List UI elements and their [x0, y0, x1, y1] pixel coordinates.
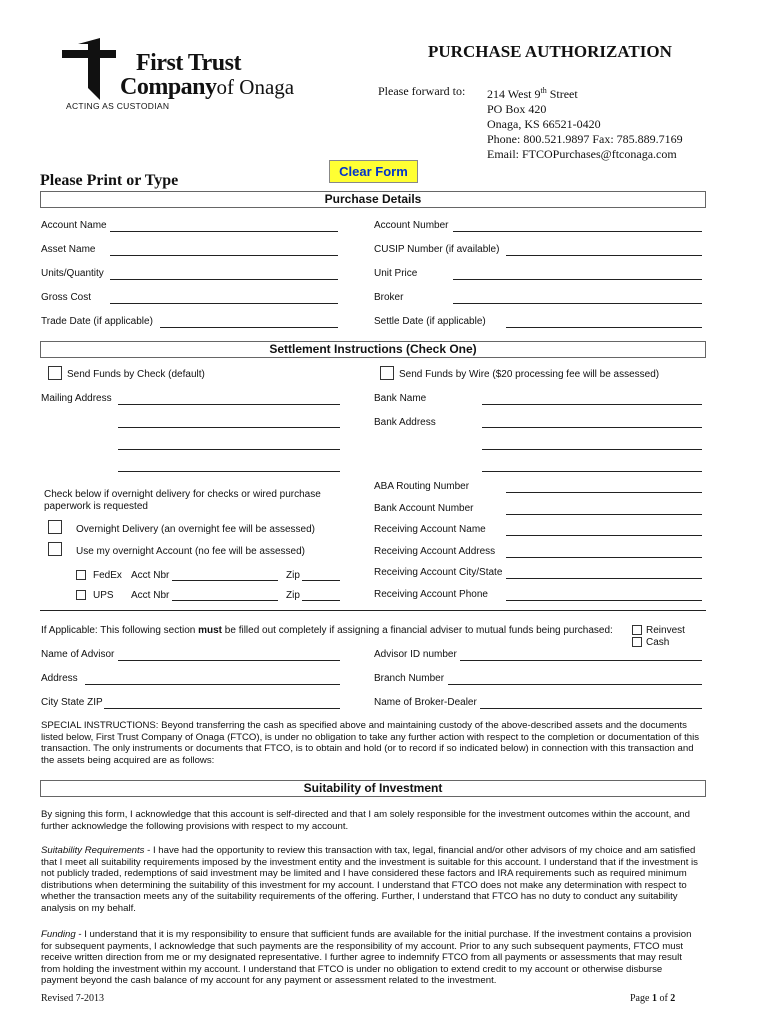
wire-option-checkbox[interactable]: [380, 366, 394, 380]
bank-name-field[interactable]: [482, 404, 702, 405]
addr-email: Email: FTCOPurchases@ftconaga.com: [487, 147, 677, 161]
advisor-name-field[interactable]: [118, 660, 340, 661]
bank-address-field-1[interactable]: [482, 427, 702, 428]
receiving-address-field[interactable]: [506, 557, 702, 558]
cash-checkbox[interactable]: [632, 637, 642, 647]
aba-label: ABA Routing Number: [374, 481, 470, 492]
mailing-address-block: [487, 83, 683, 162]
fedex-acct-field[interactable]: [172, 580, 278, 581]
own-account-label: Use my overnight Account (no fee will be assessed): [76, 546, 305, 557]
suitability-requirements: Suitability Requirements - I have had the opportunity to review this transaction with tax, legal, financial and/or other advisors of my choice and am satisfied that I meet all suitability requirements imposed by the investment entity and the investment is suitable for this account. I understand that if the investment is not publicly traded, redemptions of said investment may be limited and I have considered these factors and IRA requirements such as required minimum distributions when determining the suitability of this investment for my account. I understand that FTCO does not make any determination with respect to whether the transaction meets any of the suitability requirements of the offering. Further, I understand that FTCO has no duty to conduct any suitability analysis on my behalf.: [41, 845, 698, 914]
broker-field[interactable]: [453, 303, 702, 304]
ups-zip-label: Zip: [286, 590, 300, 601]
reinvest-label: Reinvest: [646, 625, 685, 636]
account-number-label: Account Number: [374, 220, 449, 231]
cusip-field[interactable]: [506, 255, 702, 256]
bank-address-field-3[interactable]: [482, 471, 702, 472]
addr-po: PO Box 420: [487, 102, 547, 116]
reinvest-checkbox[interactable]: [632, 625, 642, 635]
mailing-address-label: Mailing Address: [41, 393, 112, 404]
settle-date-field[interactable]: [506, 327, 702, 328]
asset-name-label: Asset Name: [41, 244, 96, 255]
logo-onaga: of Onaga: [216, 75, 295, 99]
bank-address-field-2[interactable]: [482, 449, 702, 450]
funding-paragraph: Funding - I understand that it is my responsibility to ensure that sufficient funds are available for the initial purchase. If the investment contains a provision for subsequent payments, I acknowledge that such payments are the responsibility of my account. Prior to any such subsequent payments, FTCO must receive written direction from me or my designated representative. I further agree to indemnify FTCO from all payments or assessments that may result from holding the investment within my account. I understand that FTCO is under no obligation to extend credit to my account or otherwise disburse payment beyond the cash balance of my account for any payment or assessment related to the investment.: [41, 929, 692, 987]
broker-label: Broker: [374, 292, 404, 303]
mailing-address-field-1[interactable]: [118, 404, 340, 405]
form-title: PURCHASE AUTHORIZATION: [428, 42, 672, 61]
settle-date-label: Settle Date (if applicable): [374, 316, 486, 327]
addr-phone: Phone: 800.521.9897 Fax: 785.889.7169: [487, 132, 683, 146]
logo-company: Company: [120, 74, 217, 100]
advisor-city-field[interactable]: [104, 708, 340, 709]
advisor-intro: If Applicable: This following section must be filled out completely if assigning a financial adviser to mutual funds being purchased:: [41, 625, 613, 636]
units-field[interactable]: [110, 279, 338, 280]
page-number: Page 1 of 2: [630, 993, 676, 1004]
advisor-name-label: Name of Advisor: [41, 649, 115, 660]
advisor-id-label: Advisor ID number: [374, 649, 457, 660]
trade-date-label: Trade Date (if applicable): [41, 316, 153, 327]
unit-price-label: Unit Price: [374, 268, 418, 279]
trade-date-field[interactable]: [160, 327, 338, 328]
advisor-id-field[interactable]: [460, 660, 702, 661]
suitability-header: Suitability of Investment: [40, 780, 706, 797]
bank-account-field[interactable]: [506, 514, 702, 515]
ups-checkbox[interactable]: [76, 590, 86, 600]
logo-line1: First Trust: [136, 50, 241, 76]
ups-acct-field[interactable]: [172, 600, 278, 601]
unit-price-field[interactable]: [453, 279, 702, 280]
cusip-label: CUSIP Number (if available): [374, 244, 500, 255]
purchase-details-header: Purchase Details: [40, 191, 706, 208]
overnight-fee-label: Overnight Delivery (an overnight fee will be assessed): [76, 524, 315, 535]
fedex-acct-label: Acct Nbr: [131, 570, 170, 581]
fedex-zip-label: Zip: [286, 570, 300, 581]
broker-dealer-field[interactable]: [480, 708, 702, 709]
fedex-checkbox[interactable]: [76, 570, 86, 580]
settlement-header: Settlement Instructions (Check One): [40, 341, 706, 358]
mailing-address-field-3[interactable]: [118, 449, 340, 450]
bank-account-label: Bank Account Number: [374, 503, 474, 514]
asset-name-field[interactable]: [110, 255, 338, 256]
receiving-name-field[interactable]: [506, 535, 702, 536]
receiving-address-label: Receiving Account Address: [374, 546, 496, 557]
branch-field[interactable]: [448, 684, 702, 685]
aba-field[interactable]: [506, 492, 702, 493]
overnight-note: Check below if overnight delivery for checks or wired purchase paperwork is requested: [44, 489, 321, 512]
addr-street: 214 West 9th Street: [487, 86, 578, 101]
gross-cost-field[interactable]: [110, 303, 338, 304]
advisor-address-label: Address: [41, 673, 78, 684]
advisor-city-label: City State ZIP: [41, 697, 103, 708]
mailing-address-field-2[interactable]: [118, 427, 340, 428]
check-option-label: Send Funds by Check (default): [67, 369, 205, 380]
special-instructions: SPECIAL INSTRUCTIONS: Beyond transferring the cash as specified above and maintaining custody of the above-described assets and the documents listed below, First Trust Company of Onaga (FTCO), is under no obligation to take any further action with respect to the completion or documentation of this transaction. The only instruments or documents that FTCO, is to obtain and hold (or to record if so indicated below) in connection with this transaction and the assets being acquired are as follows:: [41, 720, 700, 766]
advisor-address-field[interactable]: [85, 684, 340, 685]
account-name-field[interactable]: [110, 231, 338, 232]
company-logo: [58, 38, 358, 113]
cash-label: Cash: [646, 637, 670, 648]
gross-cost-label: Gross Cost: [41, 292, 92, 303]
bank-address-label: Bank Address: [374, 417, 436, 428]
revised-date: Revised 7-2013: [41, 993, 105, 1004]
own-account-checkbox[interactable]: [48, 542, 62, 556]
addr-city: Onaga, KS 66521-0420: [487, 117, 601, 131]
account-number-field[interactable]: [453, 231, 702, 232]
receiving-city-label: Receiving Account City/State: [374, 567, 503, 578]
ups-zip-field[interactable]: [302, 600, 340, 601]
units-label: Units/Quantity: [41, 268, 104, 279]
ftc-logo-mark-icon: [58, 38, 120, 100]
ups-label: UPS: [93, 590, 114, 601]
overnight-fee-checkbox[interactable]: [48, 520, 62, 534]
bank-name-label: Bank Name: [374, 393, 427, 404]
mailing-address-field-4[interactable]: [118, 471, 340, 472]
check-option-checkbox[interactable]: [48, 366, 62, 380]
branch-label: Branch Number: [374, 673, 445, 684]
settlement-divider: [40, 610, 706, 611]
logo-tagline: ACTING AS CUSTODIAN: [66, 101, 170, 111]
ups-acct-label: Acct Nbr: [131, 590, 170, 601]
receiving-phone-label: Receiving Account Phone: [374, 589, 488, 600]
wire-option-label: Send Funds by Wire ($20 processing fee will be assessed): [399, 369, 660, 380]
account-name-label: Account Name: [41, 220, 107, 231]
fedex-label: FedEx: [93, 570, 122, 581]
forward-label: Please forward to:: [378, 84, 466, 98]
clear-form-button[interactable]: Clear Form: [329, 160, 418, 183]
logo-line2: [120, 74, 294, 101]
print-type-heading: Please Print or Type: [40, 172, 179, 189]
receiving-name-label: Receiving Account Name: [374, 524, 486, 535]
suitability-intro: By signing this form, I acknowledge that this account is self-directed and that I am solely responsible for the investment outcomes within the account, and further acknowledge the following provisions with respect to my account.: [41, 809, 690, 832]
fedex-zip-field[interactable]: [302, 580, 340, 581]
broker-dealer-label: Name of Broker-Dealer: [374, 697, 477, 708]
receiving-city-field[interactable]: [506, 578, 702, 579]
receiving-phone-field[interactable]: [506, 600, 702, 601]
